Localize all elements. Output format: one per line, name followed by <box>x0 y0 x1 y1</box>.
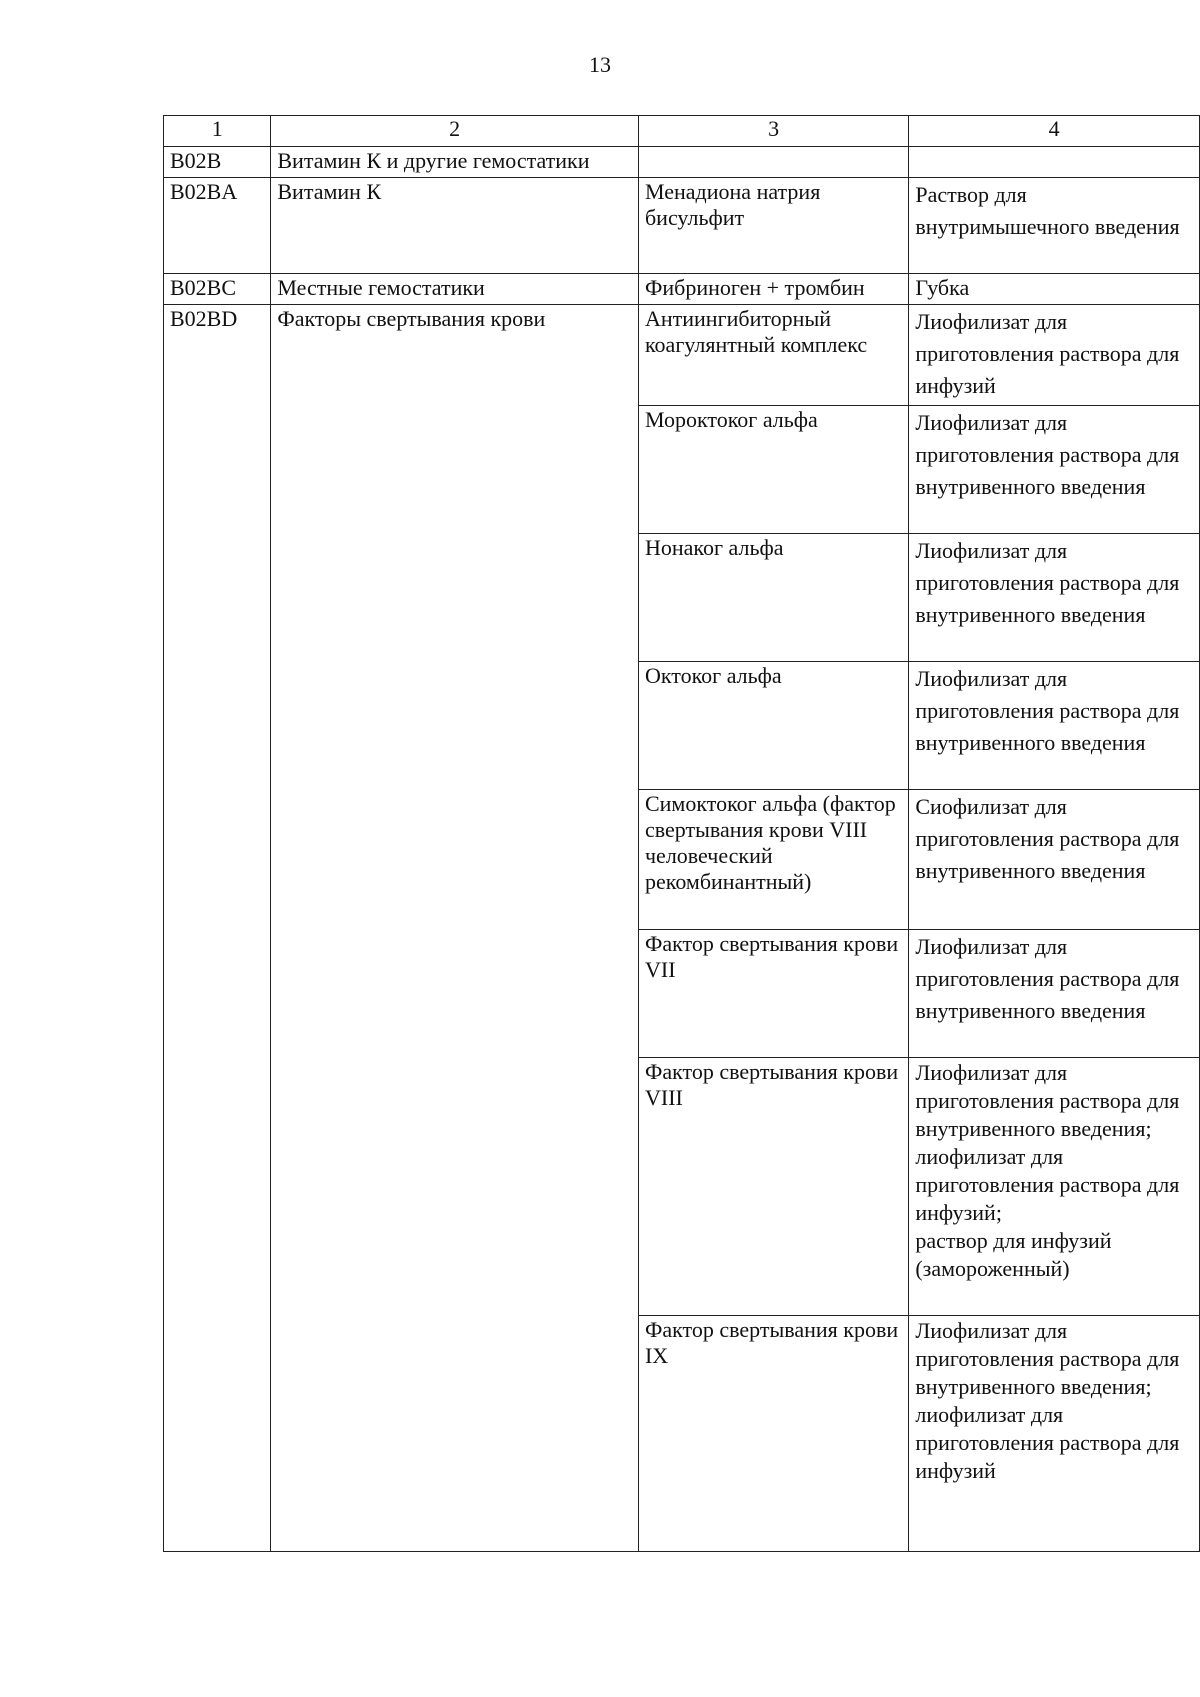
dosage-form: Лиофилизат для приготовления раствора для внутривенного введения; лиофилизат для приготовления раствора для инфузий; раствор для инфузий (замороженный) <box>909 1058 1200 1316</box>
dosage-form: Лиофилизат для приготовления раствора для внутривенного введения <box>909 534 1200 662</box>
dosage-form: Лиофилизат для приготовления раствора для внутривенного введения <box>909 930 1200 1058</box>
page-number: 13 <box>589 52 611 77</box>
drug-name: Фибриноген + тромбин <box>638 274 908 305</box>
dosage-form: Лиофилизат для приготовления раствора для инфузий <box>909 305 1200 406</box>
table-row <box>164 178 1200 274</box>
table-row <box>164 147 1200 178</box>
atc-group: Витамин К и другие гемостатики <box>271 147 639 178</box>
atc-group: Местные гемостатики <box>271 274 639 305</box>
atc-code: B02BD <box>164 305 271 1552</box>
column-header: 4 <box>909 116 1200 147</box>
atc-code: B02BC <box>164 274 271 305</box>
drug-name: Фактор свертывания крови IX <box>638 1316 908 1552</box>
dosage-form: Лиофилизат для приготовления раствора для внутривенного введения <box>909 662 1200 790</box>
dosage-form <box>909 147 1200 178</box>
drug-name: Октоког альфа <box>638 662 908 790</box>
atc-group: Факторы свертывания крови <box>271 305 639 1552</box>
drug-name <box>638 147 908 178</box>
drug-name: Менадиона натрия бисульфит <box>638 178 908 274</box>
drug-name: Антиингибиторный коагулянтный комплекс <box>638 305 908 406</box>
drug-name: Фактор свертывания крови VIII <box>638 1058 908 1316</box>
column-header: 2 <box>271 116 639 147</box>
atc-code: B02BA <box>164 178 271 274</box>
drug-name: Фактор свертывания крови VII <box>638 930 908 1058</box>
drug-name: Мороктоког альфа <box>638 406 908 534</box>
dosage-form: Лиофилизат для приготовления раствора для внутривенного введения; лиофилизат для приготовления раствора для инфузий <box>909 1316 1200 1552</box>
table-header-row <box>164 116 1200 147</box>
drug-table <box>163 115 1200 1552</box>
column-header: 3 <box>638 116 908 147</box>
drug-name: Нонаког альфа <box>638 534 908 662</box>
table-row <box>164 305 1200 406</box>
dosage-form: Губка <box>909 274 1200 305</box>
table-row <box>164 274 1200 305</box>
atc-code: B02B <box>164 147 271 178</box>
dosage-form: Раствор для внутримышечного введения <box>909 178 1200 274</box>
dosage-form: Лиофилизат для приготовления раствора для внутривенного введения <box>909 406 1200 534</box>
column-header: 1 <box>164 116 271 147</box>
atc-group: Витамин К <box>271 178 639 274</box>
drug-name: Симоктоког альфа (фактор свертывания крови VIII человеческий рекомбинантный) <box>638 790 908 930</box>
dosage-form: Сиофилизат для приготовления раствора для внутривенного введения <box>909 790 1200 930</box>
